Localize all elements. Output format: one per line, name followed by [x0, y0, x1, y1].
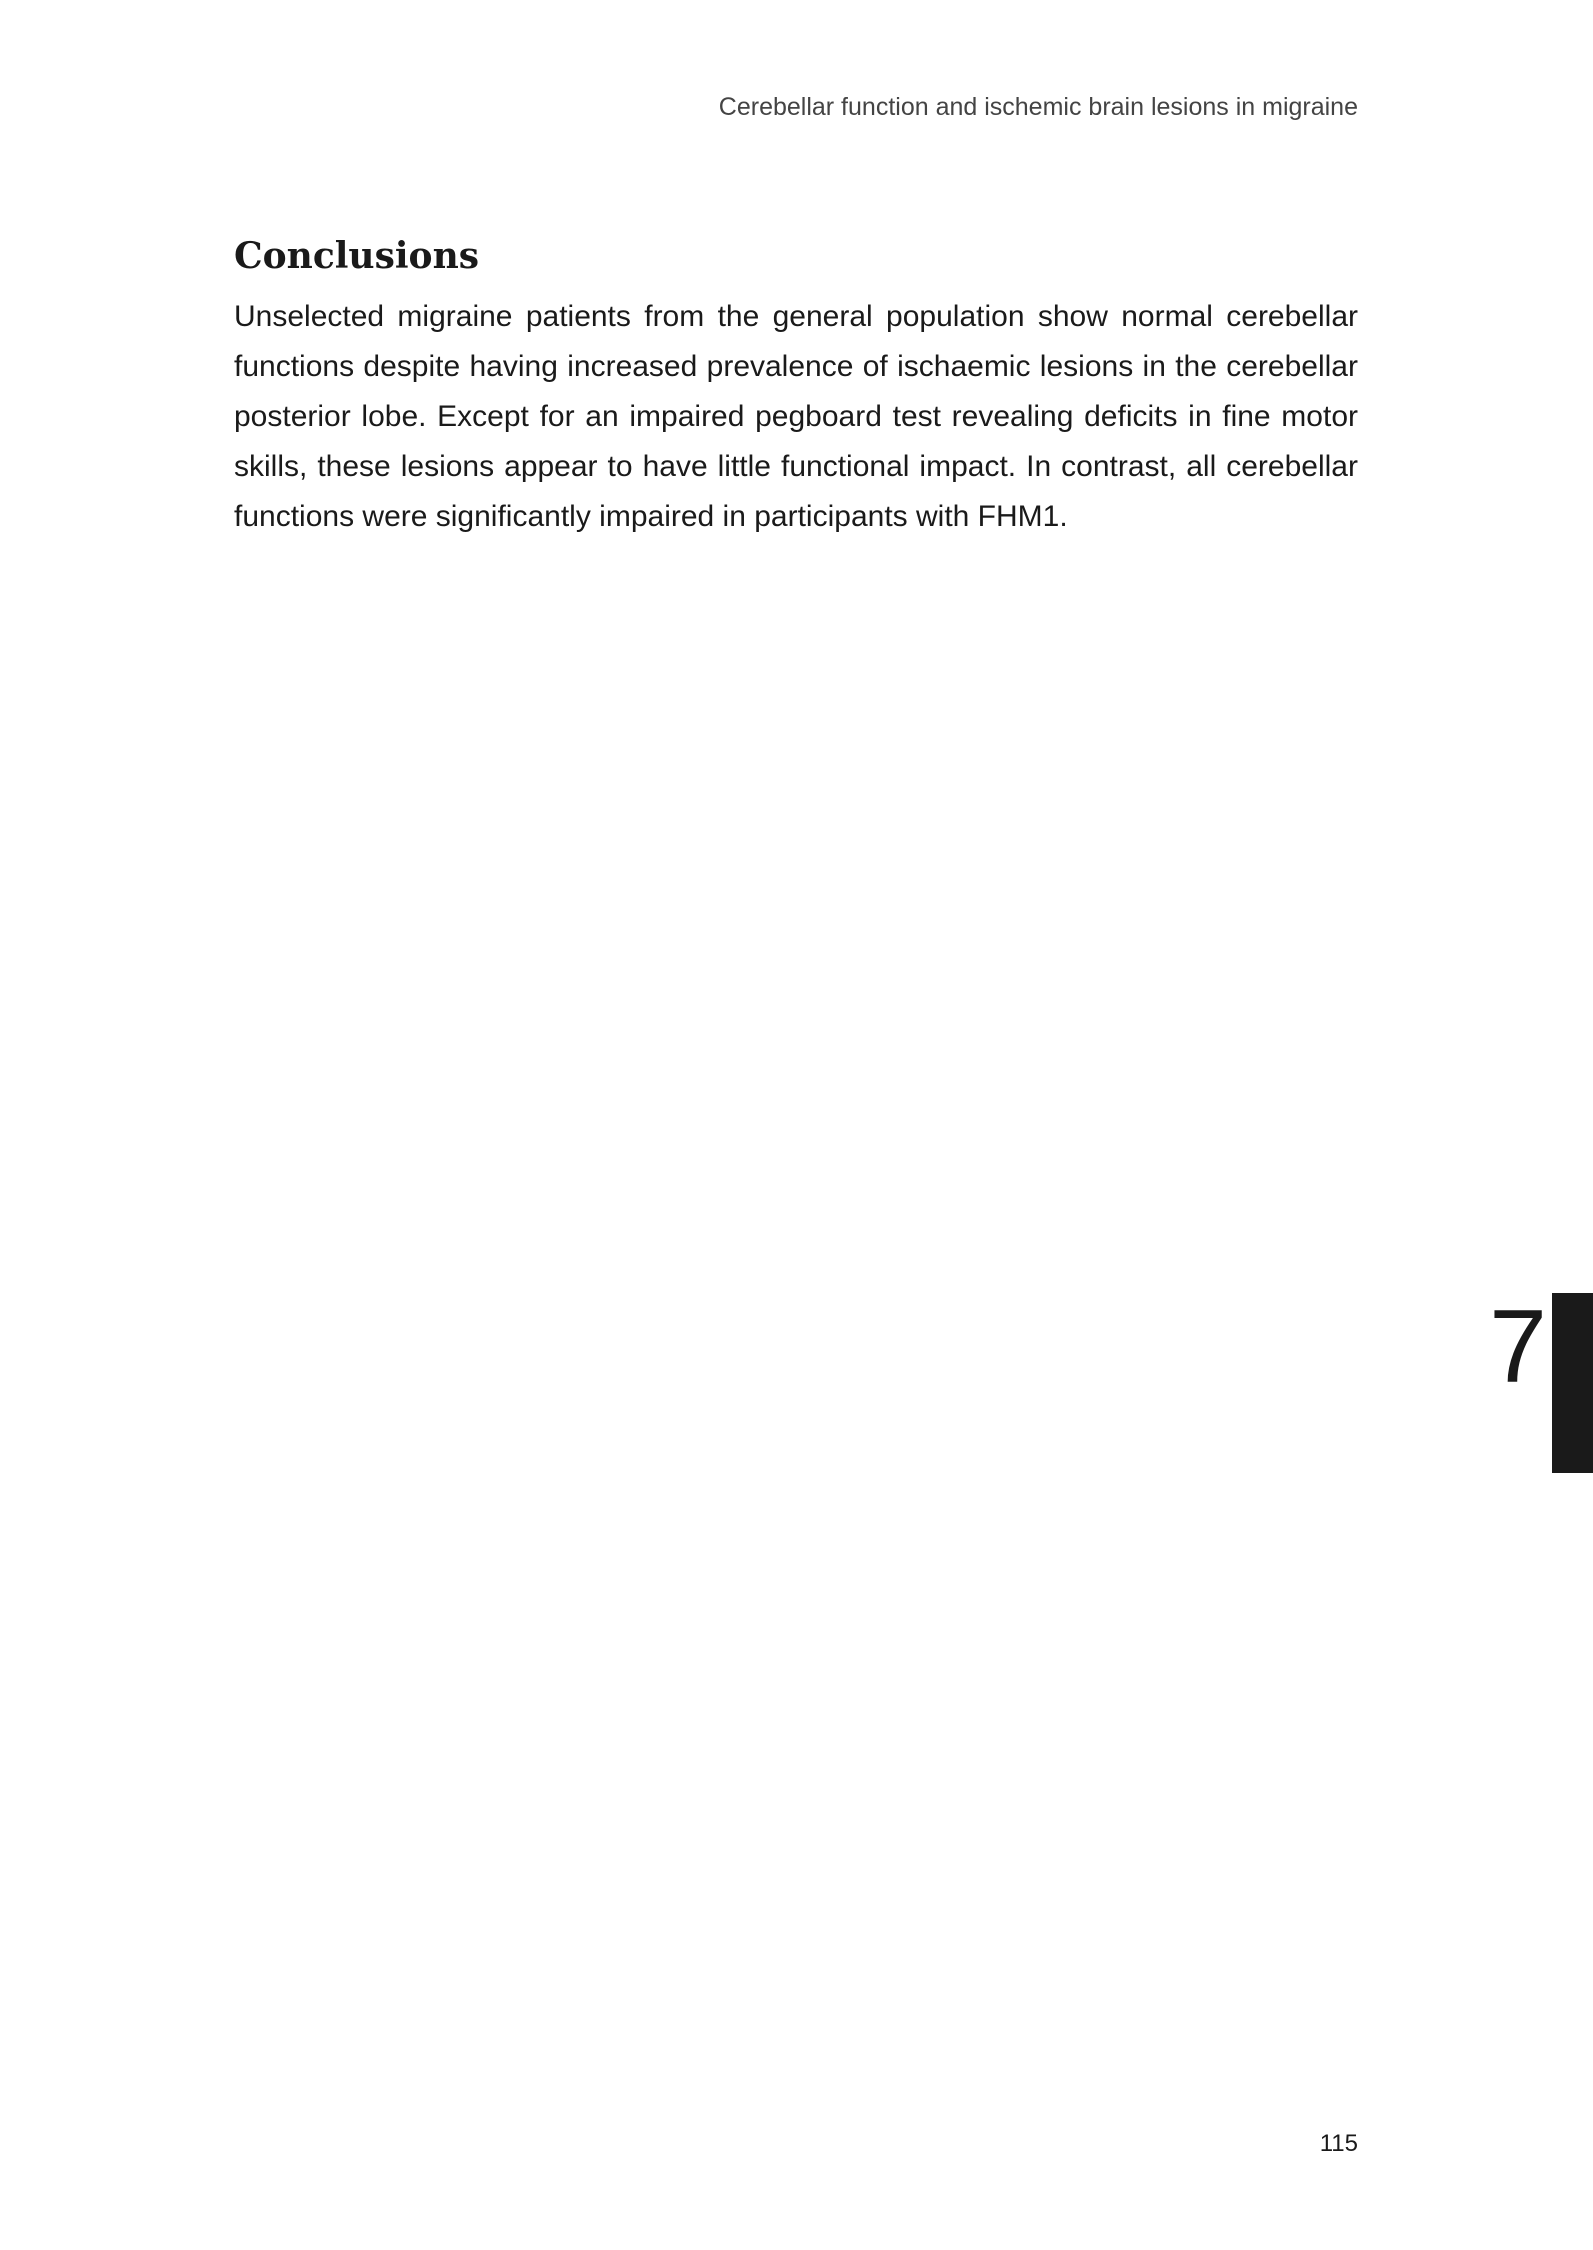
- conclusions-paragraph: Unselected migraine patients from the general population show normal cerebellar functions despite having increased prevalence of ischaemic lesions in the cerebellar posterior lobe. Except for an impaired pegboard test revealing deficits in fine motor skills, these lesions appear to have little functional impact. In contrast, all cerebellar functions were significantly impaired in participants with FHM1.: [234, 300, 1358, 533]
- running-header: Cerebellar function and ischemic brain lesions in migraine: [718, 93, 1358, 121]
- section-heading: Conclusions: [234, 235, 480, 277]
- conclusions-section: [234, 228, 1358, 542]
- page-number: 115: [1319, 2130, 1358, 2157]
- chapter-thumb-tab: [1552, 1293, 1593, 1473]
- chapter-number: 7: [1489, 1289, 1547, 1405]
